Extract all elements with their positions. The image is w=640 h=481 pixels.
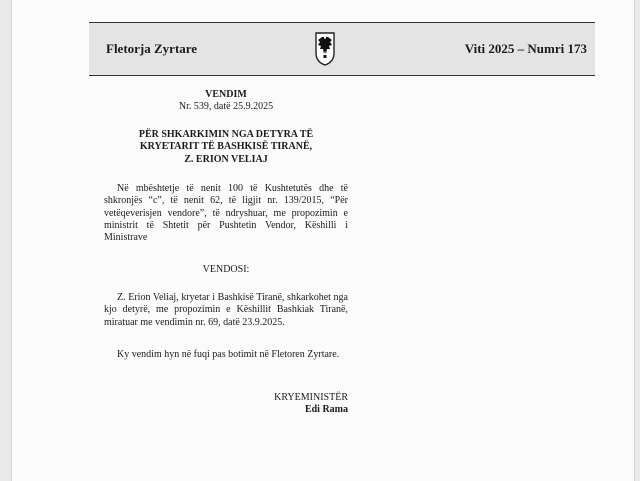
decision-title-line-2: KRYETARIT TË BASHKISË TIRANË, bbox=[139, 141, 313, 152]
gazette-header bbox=[89, 22, 595, 76]
decides-heading: VENDOSI: bbox=[202, 264, 250, 275]
decision-title-line-3: Z. ERION VELIAJ bbox=[184, 154, 268, 165]
document-page bbox=[12, 0, 634, 481]
gazette-title: Fletorja Zyrtare bbox=[106, 41, 198, 56]
issue-number: Viti 2025 – Numri 173 bbox=[464, 41, 587, 56]
preamble-paragraph: Në mbështetje të nenit 100 të Kushtetutës dhe të shkronjës “c”, të nenit 62, të ligjit nr. 139/2015, “Për vetëqeverisjen vendore”, të ndryshuar, me propozimin e ministrit të Shtetit për Pushtetin Vendor, Këshilli i Ministrave bbox=[104, 183, 348, 244]
signatory-title: KRYEMINISTËR bbox=[274, 392, 348, 403]
albanian-eagle-emblem-icon bbox=[314, 31, 336, 67]
decision-number-date: Nr. 539, datë 25.9.2025 bbox=[178, 101, 274, 112]
decision-title-line-1: PËR SHKARKIMIN NGA DETYRA TË bbox=[138, 129, 314, 140]
decision-paragraph-2: Ky vendim hyn në fuqi pas botimit në Fletoren Zyrtare. bbox=[117, 349, 340, 360]
decision-type: VENDIM bbox=[205, 89, 247, 100]
decision-paragraph-1: Z. Erion Veliaj, kryetar i Bashkisë Tiranë, shkarkohet nga kjo detyrë, me propozimin e Këshillit Bashkiak Tiranë, miratuar me vendimin nr. 69, datë 23.9.2025. bbox=[104, 292, 348, 328]
signatory-name: Edi Rama bbox=[304, 404, 348, 415]
